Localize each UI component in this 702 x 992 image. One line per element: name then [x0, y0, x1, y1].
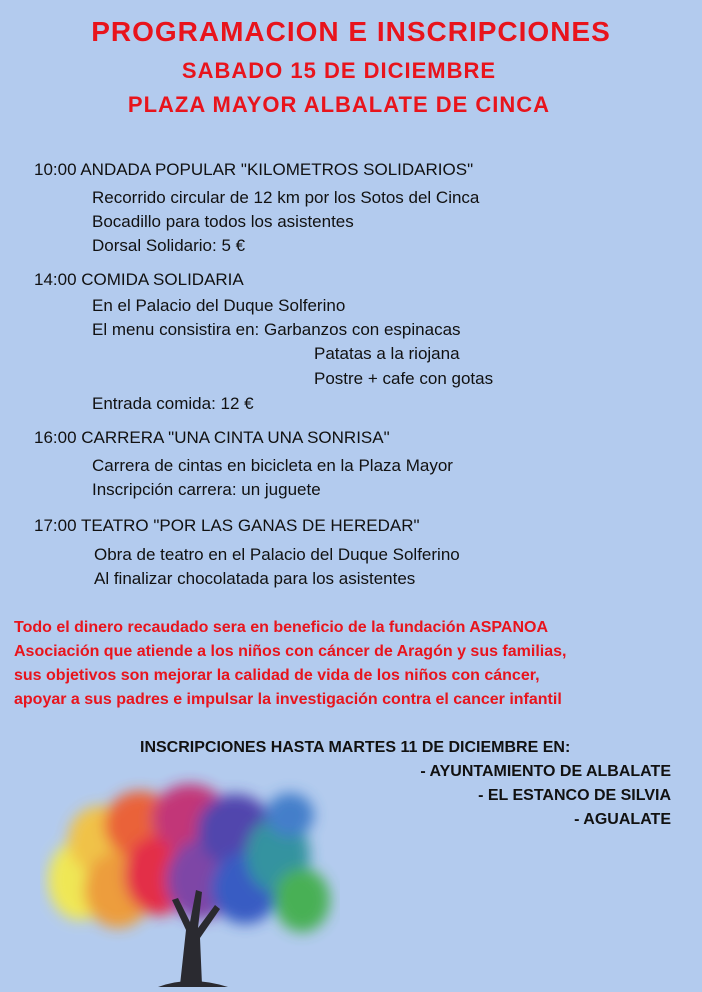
charity-line: apoyar a sus padres e impulsar la investigación contra el cancer infantil — [14, 691, 562, 708]
event-heading: 17:00 TEATRO "POR LAS GANAS DE HEREDAR" — [34, 516, 420, 535]
registration-place: - AGUALATE — [574, 811, 671, 828]
event-detail: Recorrido circular de 12 km por los Sotos del Cinca — [92, 188, 480, 207]
event-detail: Al finalizar chocolatada para los asistentes — [94, 569, 416, 588]
event-heading: 14:00 COMIDA SOLIDARIA — [34, 270, 244, 289]
charity-line: Todo el dinero recaudado sera en beneficio de la fundación ASPANOA — [14, 619, 549, 636]
event-heading: 16:00 CARRERA "UNA CINTA UNA SONRISA" — [34, 428, 390, 447]
event-detail: Patatas a la riojana — [314, 344, 460, 363]
event-detail: Postre + cafe con gotas — [314, 369, 494, 388]
event-detail: Inscripción carrera: un juguete — [92, 480, 321, 499]
registration-place: - EL ESTANCO DE SILVIA — [478, 787, 671, 804]
charity-line: sus objetivos son mejorar la calidad de vida de los niños con cáncer, — [14, 667, 540, 684]
poster-title: PROGRAMACION E INSCRIPCIONES — [91, 16, 611, 47]
event-location: PLAZA MAYOR ALBALATE DE CINCA — [127, 92, 551, 117]
rainbow-tree-illustration — [40, 770, 340, 990]
event-detail: Entrada comida: 12 € — [92, 394, 254, 413]
event-detail: En el Palacio del Duque Solferino — [92, 296, 346, 315]
charity-line: Asociación que atiende a los niños con cáncer de Aragón y sus familias, — [14, 643, 567, 660]
registration-heading: INSCRIPCIONES HASTA MARTES 11 DE DICIEMBRE EN: — [140, 739, 571, 756]
event-detail: El menu consistira en: Garbanzos con espinacas — [92, 320, 461, 339]
event-detail: Bocadillo para todos los asistentes — [92, 212, 354, 231]
event-detail: Dorsal Solidario: 5 € — [92, 236, 246, 255]
event-detail: Carrera de cintas en bicicleta en la Plaza Mayor — [92, 456, 453, 475]
registration-place: - AYUNTAMIENTO DE ALBALATE — [420, 763, 671, 780]
event-date: SABADO 15 DE DICIEMBRE — [181, 58, 497, 83]
event-heading: 10:00 ANDADA POPULAR "KILOMETROS SOLIDARIOS" — [34, 160, 474, 179]
event-detail: Obra de teatro en el Palacio del Duque Solferino — [94, 545, 460, 564]
